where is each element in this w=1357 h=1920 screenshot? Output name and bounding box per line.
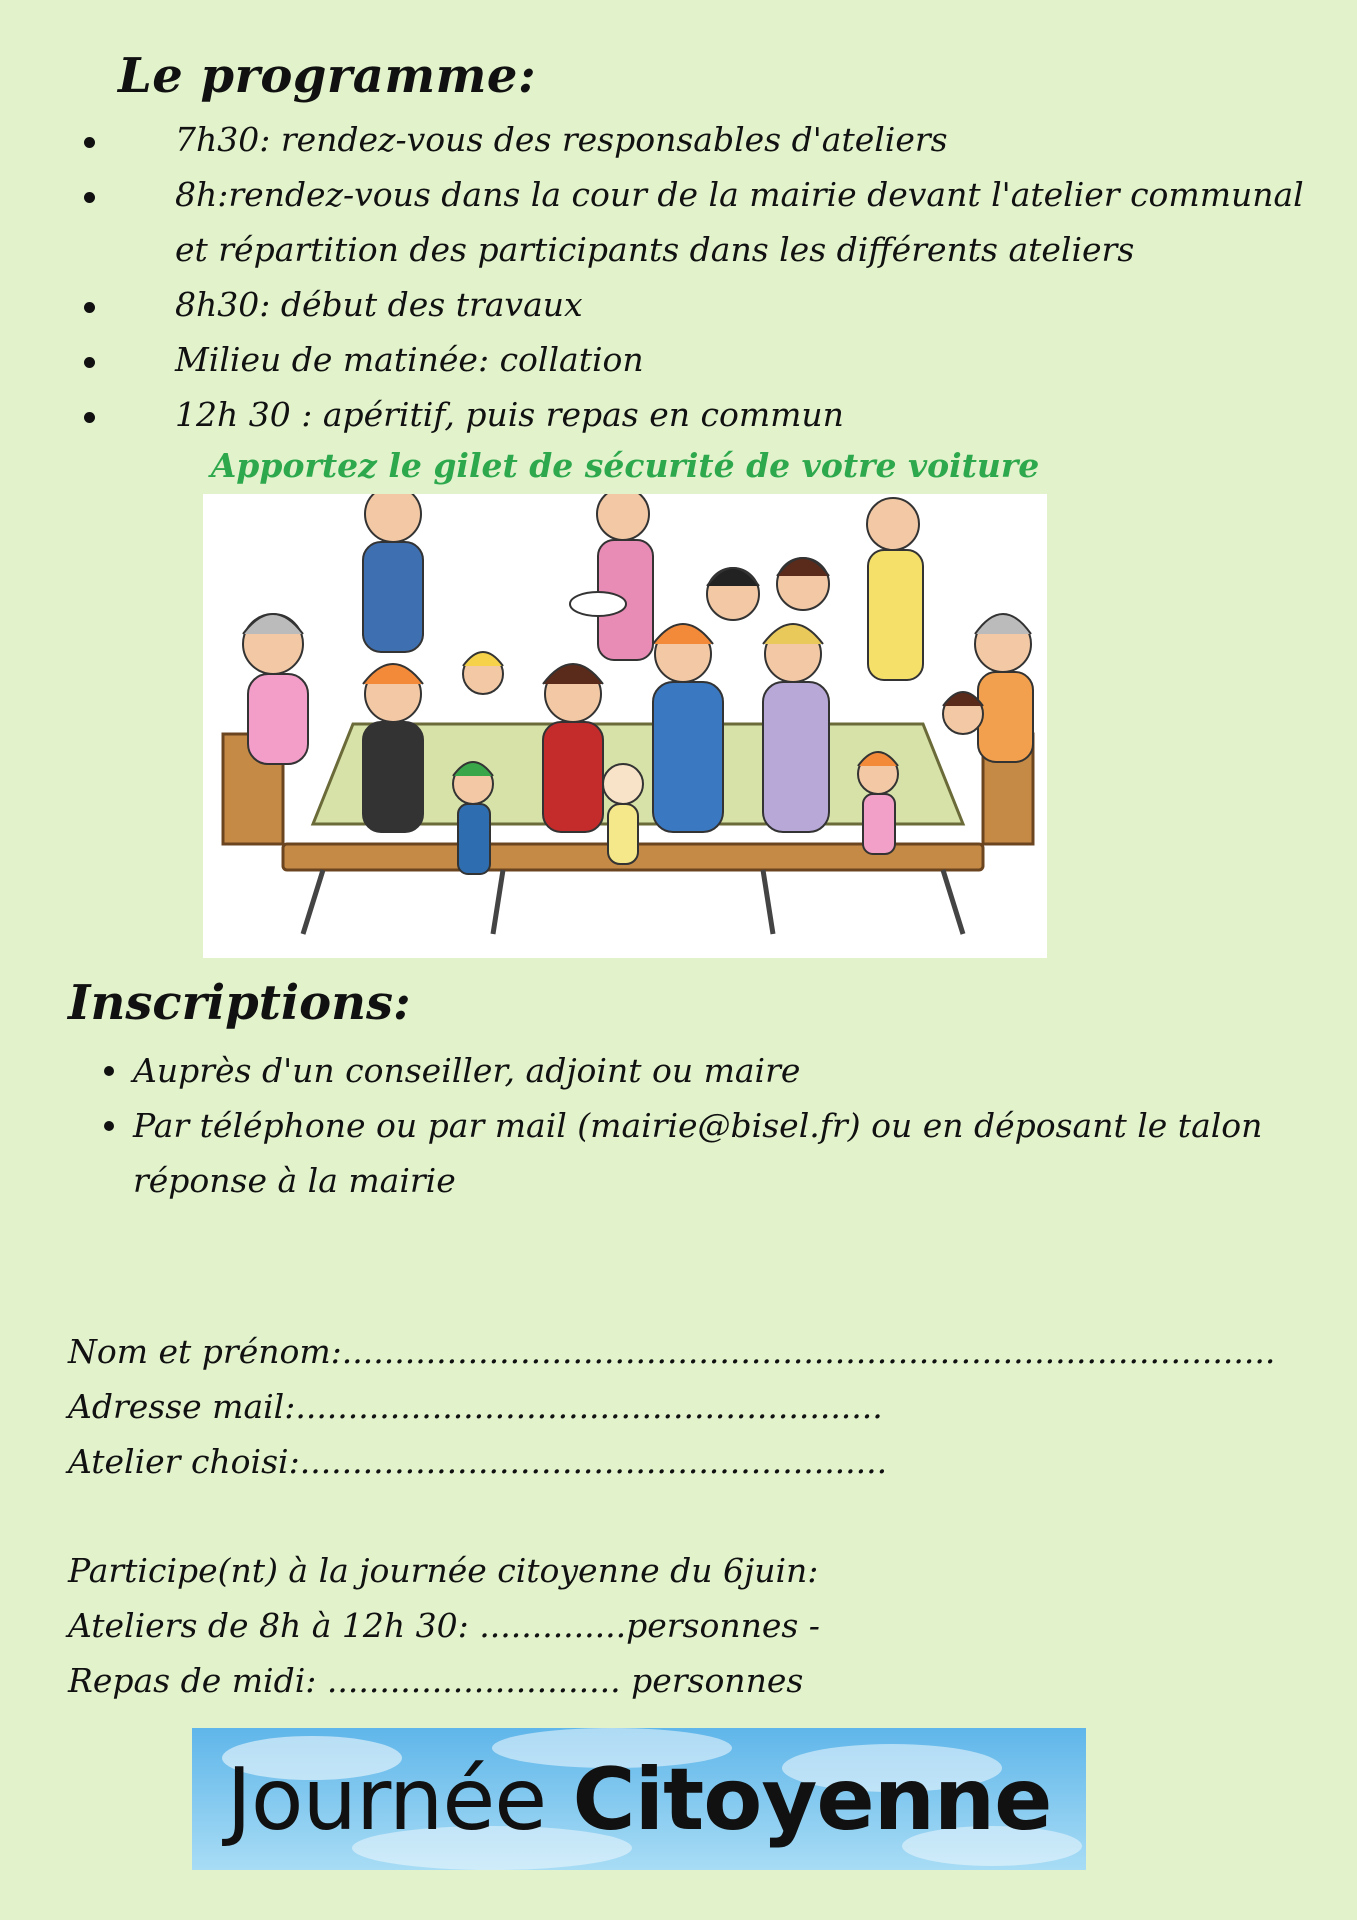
inscriptions-item: Auprès d'un conseiller, adjoint ou maire (100, 1043, 1280, 1098)
programme-item: 8h:rendez-vous dans la cour de la mairie devant l'atelier communal et répartition des participants dans les différents ateliers (80, 167, 1320, 277)
bullet-icon (104, 1066, 114, 1076)
bullet-icon (84, 302, 95, 313)
inscriptions-list (100, 1043, 1280, 1208)
inscriptions-item: Par téléphone ou par mail (mairie@bisel.fr) ou en déposant le talon réponse à la mairie (100, 1098, 1280, 1208)
programme-item: 8h30: début des travaux (80, 277, 1320, 332)
banner-word-journee: Journée (226, 1750, 547, 1850)
form-workshops-count-line: Ateliers de 8h à 12h 30: ..............personnes - (68, 1606, 820, 1645)
banner-word-citoyenne: Citoyenne (572, 1750, 1052, 1850)
bullet-icon (104, 1121, 114, 1131)
picnic-drawing (203, 494, 1047, 958)
form-email-line: Adresse mail:........................................................ (68, 1387, 883, 1426)
programme-item: 12h 30 : apéritif, puis repas en commun (80, 387, 1320, 442)
programme-list (80, 112, 1320, 442)
bullet-icon (84, 137, 95, 148)
bullet-icon (84, 412, 95, 423)
form-participation-line: Participe(nt) à la journée citoyenne du 6juin: (68, 1551, 819, 1590)
picnic-illustration (203, 494, 1047, 958)
form-lunch-count-line: Repas de midi: ............................ personnes (68, 1661, 804, 1700)
programme-title: Le programme: (118, 48, 537, 104)
bullet-icon (84, 192, 95, 203)
safety-vest-note: Apportez le gilet de sécurité de votre voiture (210, 446, 1040, 485)
form-name-line: Nom et prénom:......................................................................................... (68, 1332, 1276, 1371)
form-workshop-line: Atelier choisi:........................................................ (68, 1442, 888, 1481)
banner-title (192, 1750, 1086, 1850)
bullet-icon (84, 357, 95, 368)
programme-item: 7h30: rendez-vous des responsables d'ateliers (80, 112, 1320, 167)
journee-citoyenne-banner (192, 1728, 1086, 1870)
programme-item: Milieu de matinée: collation (80, 332, 1320, 387)
inscriptions-title: Inscriptions: (68, 975, 411, 1031)
